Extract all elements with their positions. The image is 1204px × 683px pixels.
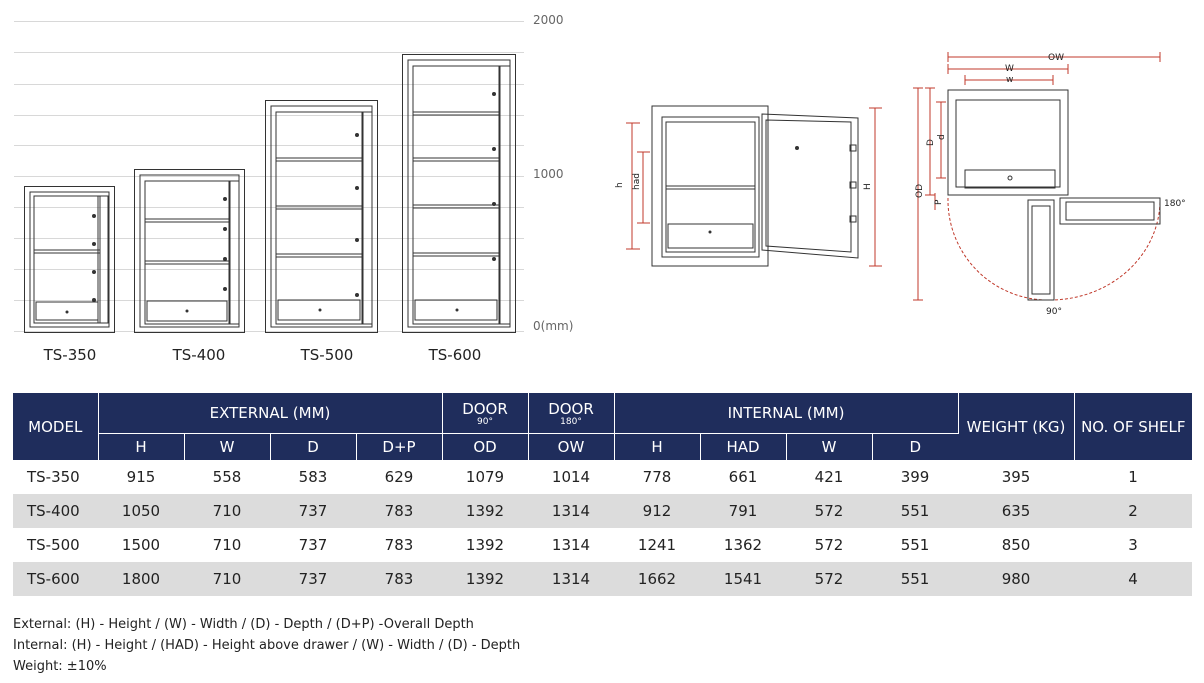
header-model: MODEL	[13, 393, 98, 460]
table-cell: 710	[184, 494, 270, 528]
table-cell: 551	[872, 562, 958, 596]
table-cell: 1541	[700, 562, 786, 596]
header-weight: WEIGHT (KG)	[958, 393, 1074, 460]
header-internal: INTERNAL (MM)	[614, 393, 958, 434]
table-cell: 1050	[98, 494, 184, 528]
subheader-ext-d: D	[270, 434, 356, 461]
table-cell: 778	[642, 468, 672, 486]
table-row	[13, 494, 1192, 528]
dim-label-had: had	[632, 173, 642, 190]
table-cell: 783	[356, 562, 442, 596]
table-cell: 1662	[614, 562, 700, 596]
tick-2000: 2000	[533, 13, 564, 27]
table-cell: TS-400	[13, 494, 98, 528]
subheader-int-w: W	[786, 434, 872, 461]
table-cell: 421	[814, 468, 844, 486]
tick-1000: 1000	[533, 167, 564, 181]
table-cell: 1392	[442, 562, 528, 596]
table-cell: 399	[900, 468, 930, 486]
subheader-int-d: D	[872, 434, 958, 461]
table-cell: 572	[786, 494, 872, 528]
table-cell: 1362	[723, 536, 763, 554]
note-external: External: (H) - Height / (W) - Width / (D) - Depth / (D+P) -Overall Depth	[13, 617, 474, 632]
model-label-ts-400: TS-400	[172, 346, 226, 364]
table-cell: 980	[958, 562, 1074, 596]
header-external: EXTERNAL (MM)	[98, 393, 442, 434]
dim-label-P: P	[934, 199, 944, 205]
table-cell: 551	[900, 536, 930, 554]
table-cell: 1500	[121, 536, 161, 554]
table-cell: 572	[786, 562, 872, 596]
subheader-ow: OW	[528, 434, 614, 461]
table-cell: 783	[356, 494, 442, 528]
table-cell: 737	[298, 536, 328, 554]
plan-view-diagram	[910, 50, 1195, 320]
table-cell: 1314	[528, 562, 614, 596]
notes	[13, 614, 520, 677]
dim-label-H: H	[863, 183, 873, 190]
table-cell: 1800	[98, 562, 184, 596]
table-cell: 791	[700, 494, 786, 528]
dim-label-180: 180°	[1164, 199, 1186, 209]
table-cell: 1	[1128, 468, 1138, 486]
subheader-int-had: HAD	[700, 434, 786, 461]
table-cell: 737	[270, 562, 356, 596]
table-cell: 629	[384, 468, 414, 486]
table-cell: 1314	[551, 536, 591, 554]
dim-label-h: h	[615, 182, 625, 188]
subheader-int-h: H	[614, 434, 700, 461]
table-cell: TS-500	[27, 536, 80, 554]
table-cell: 737	[270, 494, 356, 528]
subheader-ext-w: W	[184, 434, 270, 461]
table-cell: 1392	[465, 536, 505, 554]
table-cell: 4	[1074, 562, 1192, 596]
model-label-ts-350: TS-350	[43, 346, 97, 364]
model-label-ts-500: TS-500	[300, 346, 354, 364]
dim-label-W: W	[1005, 64, 1014, 74]
dim-label-D: D	[926, 139, 936, 146]
model-label-ts-600: TS-600	[428, 346, 482, 364]
table-cell: 912	[614, 494, 700, 528]
table-row	[13, 460, 1192, 494]
subheader-od: OD	[442, 434, 528, 461]
table-cell: 1314	[528, 494, 614, 528]
header-door-90: DOOR 90°	[442, 393, 528, 434]
dim-label-d: d	[937, 134, 947, 140]
table-cell: 710	[184, 562, 270, 596]
front-dimension-diagram	[610, 100, 890, 275]
safe-ts-600-drawing	[402, 54, 517, 334]
dim-label-w: w	[1006, 75, 1014, 85]
table-cell: 915	[126, 468, 156, 486]
table-row	[13, 528, 1192, 562]
table-cell: 3	[1128, 536, 1138, 554]
table-cell: 1392	[442, 494, 528, 528]
table-cell: 558	[212, 468, 242, 486]
safe-ts-500-drawing	[265, 100, 379, 334]
table-cell: TS-350	[27, 468, 80, 486]
dim-label-OW: OW	[1048, 53, 1064, 63]
table-cell: 551	[872, 494, 958, 528]
note-weight: Weight: ±10%	[13, 659, 107, 674]
table-cell: 1079	[465, 468, 505, 486]
tick-0: 0(mm)	[533, 319, 574, 333]
safe-ts-350-drawing	[24, 186, 116, 334]
table-cell: 710	[212, 536, 242, 554]
table-cell: 783	[384, 536, 414, 554]
table-row	[13, 562, 1192, 596]
table-cell: 661	[728, 468, 758, 486]
table-cell: 572	[814, 536, 844, 554]
table-cell: 850	[1001, 536, 1031, 554]
header-shelf: NO. OF SHELF	[1074, 393, 1192, 460]
dim-label-90: 90°	[1046, 307, 1062, 317]
subheader-ext-h: H	[98, 434, 184, 461]
table-cell: 2	[1074, 494, 1192, 528]
subheader-ext-dp: D+P	[356, 434, 442, 461]
specification-table	[13, 393, 1192, 596]
note-internal: Internal: (H) - Height / (HAD) - Height above drawer / (W) - Width / (D) - Depth	[13, 638, 521, 653]
table-cell: 1241	[637, 536, 677, 554]
dim-label-OD: OD	[915, 183, 925, 198]
table-cell: 635	[958, 494, 1074, 528]
table-cell: 1014	[551, 468, 591, 486]
table-cell: TS-600	[13, 562, 98, 596]
table-cell: 395	[1001, 468, 1031, 486]
header-door-180: DOOR 180°	[528, 393, 614, 434]
safe-ts-400-drawing	[134, 169, 246, 334]
table-cell: 583	[298, 468, 328, 486]
